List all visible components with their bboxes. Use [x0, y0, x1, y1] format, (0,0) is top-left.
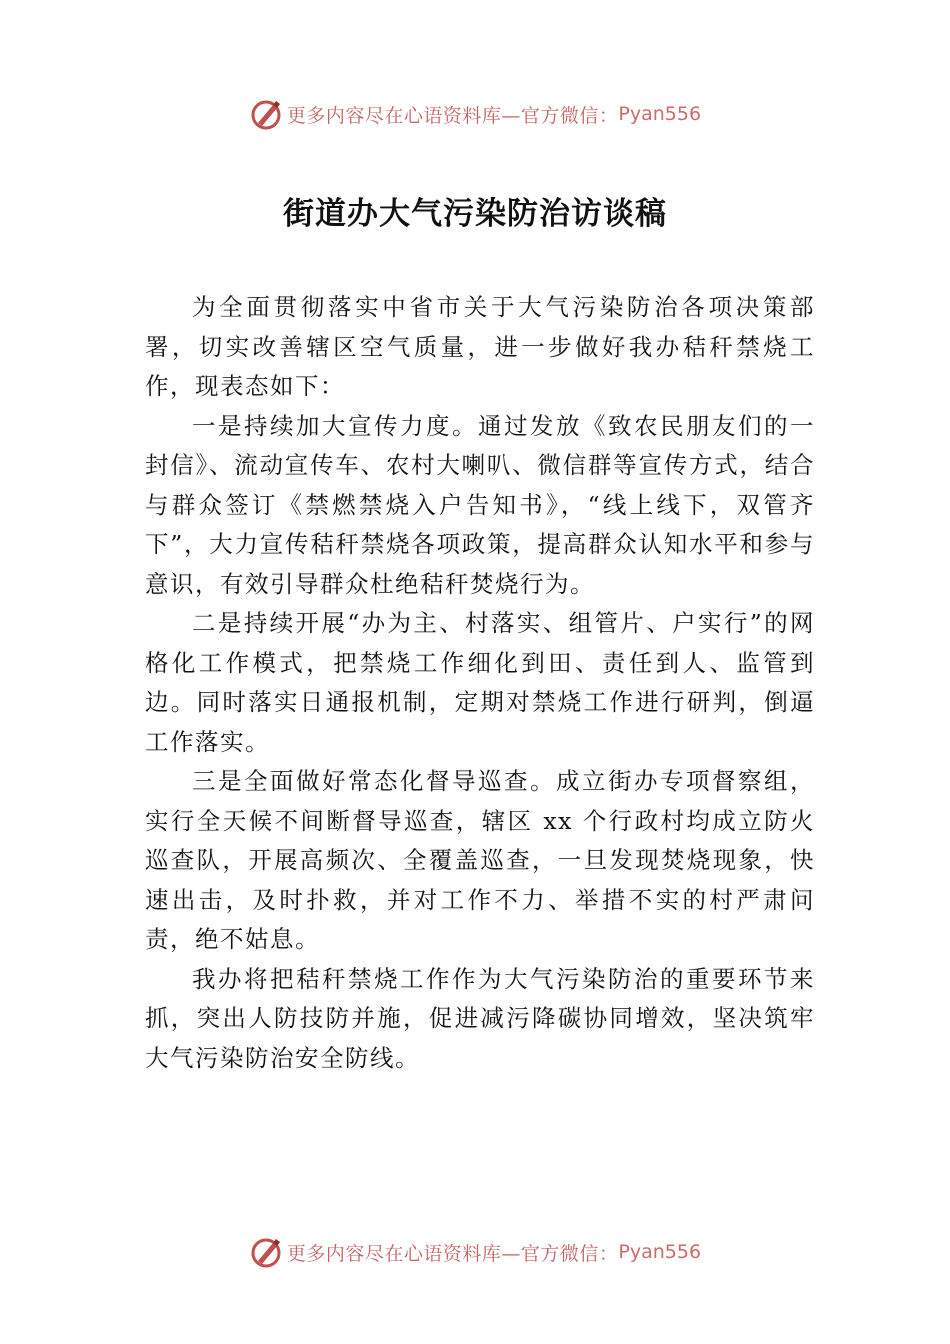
document-body [145, 288, 815, 1078]
watermark-wechat-id: Pyan556 [618, 103, 702, 125]
paragraph-point-3: 三是全面做好常态化督导巡查。成立街办专项督察组，实行全天候不间断督导巡查，辖区 xx 个行政村均成立防火巡查队，开展高频次、全覆盖巡查，一旦发现焚烧现象，快速出击，及时扑救，并对工作不力、举措不实的村严肃问责，绝不姑息。 [145, 767, 815, 953]
paragraph-point-2: 二是持续开展“办为主、村落实、组管片、户实行”的网格化工作模式，把禁烧工作细化到田、责任到人、监管到边。同时落实日通报机制，定期对禁烧工作进行研判，倒逼工作落实。 [145, 609, 815, 756]
footer-watermark [0, 1232, 950, 1272]
paragraph-conclusion: 我办将把秸秆禁烧工作作为大气污染防治的重要环节来抓，突出人防技防并施，促进减污降碳协同增效，坚决筑牢大气污染防治安全防线。 [145, 964, 815, 1072]
pen-logo-icon [249, 97, 283, 131]
watermark-text: 更多内容尽在心语资料库—官方微信： [286, 1242, 619, 1265]
pen-logo-icon [249, 1235, 283, 1269]
watermark-text: 更多内容尽在心语资料库—官方微信： [286, 104, 619, 127]
document-title: 街道办大气污染防治访谈稿 [283, 196, 667, 232]
paragraph-intro: 为全面贯彻落实中省市关于大气污染防治各项决策部署，切实改善辖区空气质量，进一步做好我办秸秆禁烧工作，现表态如下： [145, 293, 815, 400]
watermark-wechat-id: Pyan556 [618, 1241, 702, 1263]
paragraph-point-1: 一是持续加大宣传力度。通过发放《致农民朋友们的一封信》、流动宣传车、农村大喇叭、微信群等宣传方式，结合与群众签订《禁燃禁烧入户告知书》，“线上线下，双管齐下”，大力宣传秸秆禁烧各项政策，提高群众认知水平和参与意识，有效引导群众杜绝秸秆焚烧行为。 [145, 411, 815, 598]
header-watermark [0, 94, 950, 134]
